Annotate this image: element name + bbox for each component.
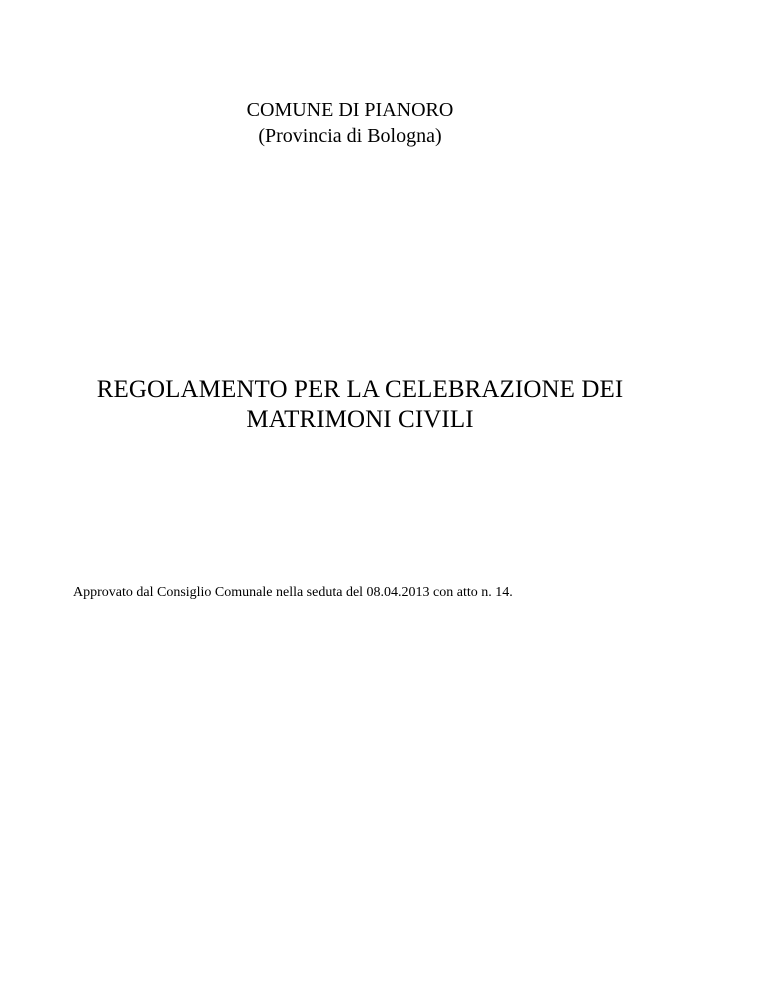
municipality-name: COMUNE DI PIANORO	[246, 99, 454, 121]
province-name: (Provincia di Bologna)	[258, 125, 442, 147]
title-line-2: MATRIMONI CIVILI	[246, 406, 474, 433]
document-header	[0, 97, 700, 149]
document-title	[0, 375, 720, 435]
title-line-1: REGOLAMENTO PER LA CELEBRAZIONE DEI	[96, 376, 624, 403]
approval-note: Approvato dal Consiglio Comunale nella seduta del 08.04.2013 con atto n. 14.	[73, 585, 513, 600]
